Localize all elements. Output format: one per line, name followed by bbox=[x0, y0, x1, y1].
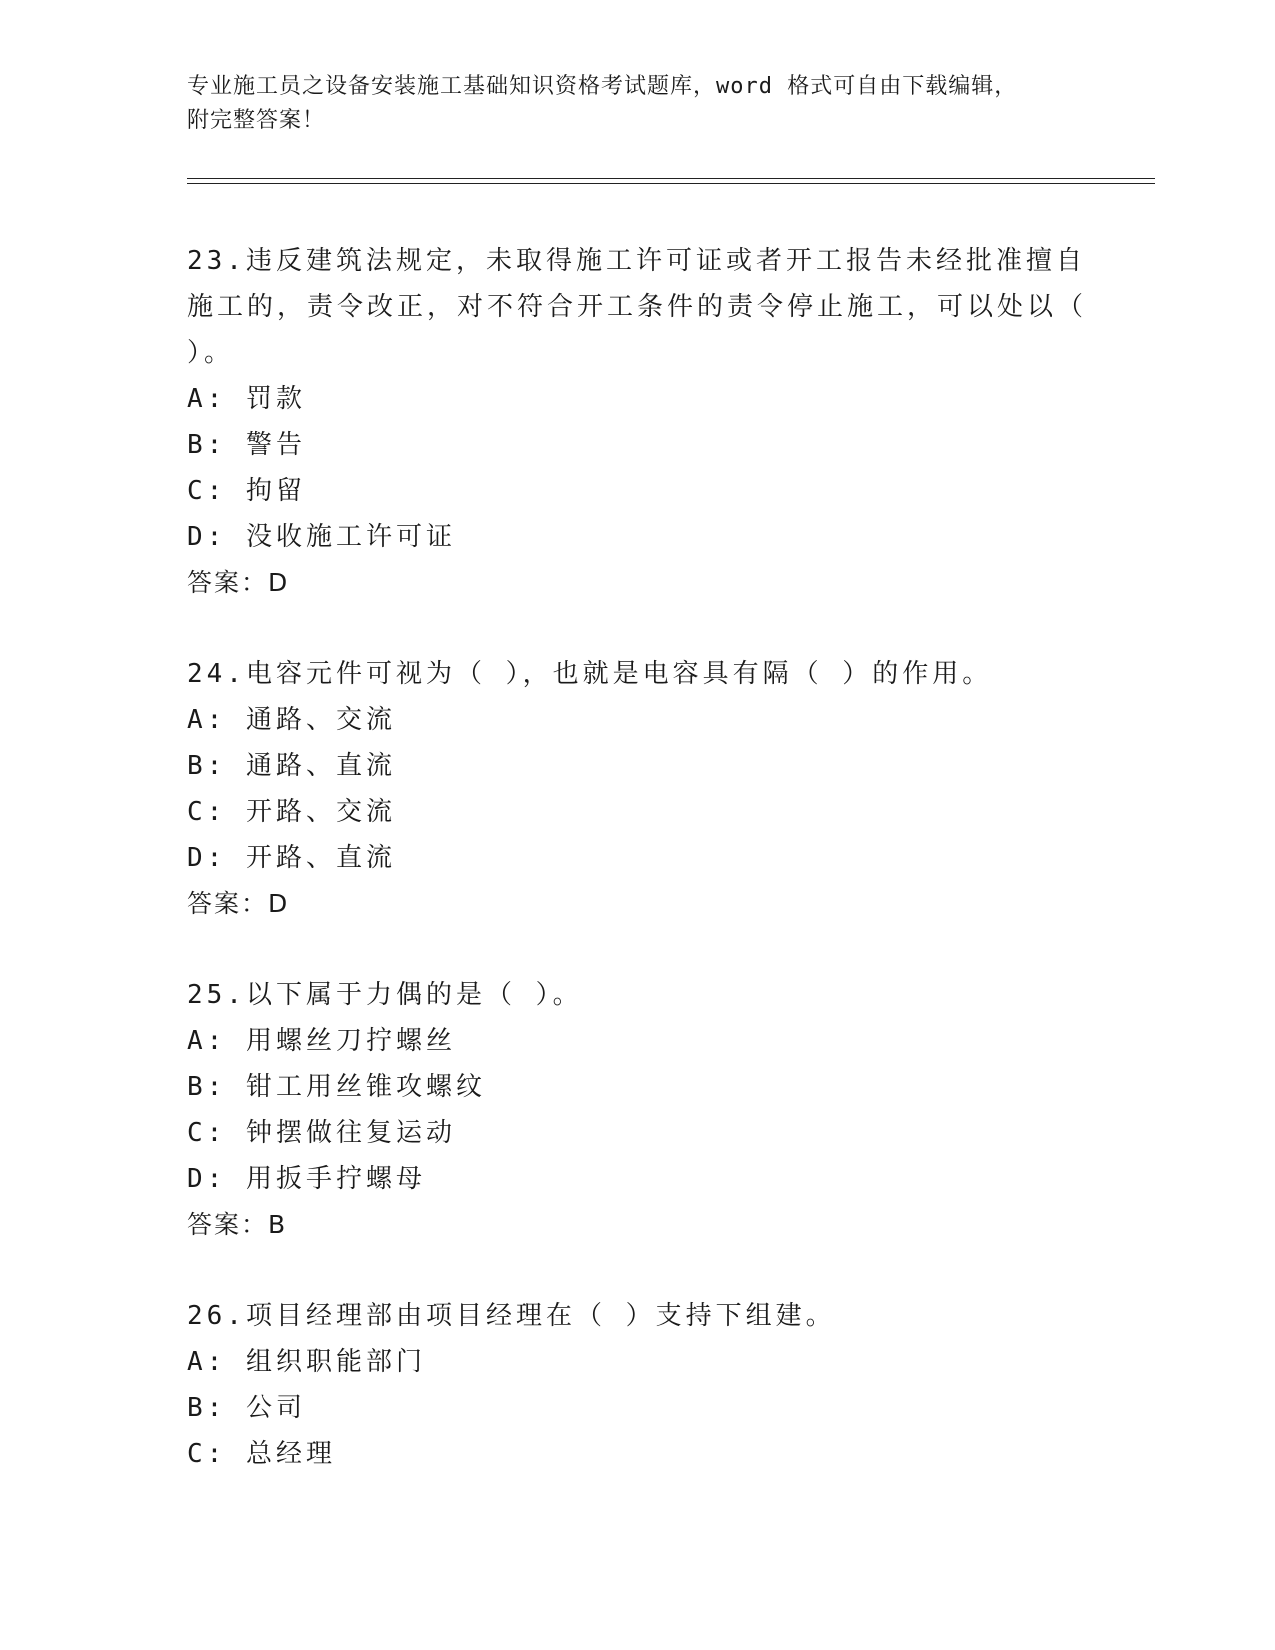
option-a: A: 用螺丝刀拧螺丝 bbox=[187, 1026, 456, 1056]
question-stem: 26.项目经理部由项目经理在（ ）支持下组建。 bbox=[187, 1301, 836, 1331]
header-line-1: 专业施工员之设备安装施工基础知识资格考试题库，word 格式可自由下载编辑， bbox=[187, 74, 1018, 99]
header-line-2: 附完整答案！ bbox=[187, 108, 326, 133]
option-a: A: 罚款 bbox=[187, 384, 306, 414]
option-d: D: 没收施工许可证 bbox=[187, 522, 456, 552]
option-c: C: 总经理 bbox=[187, 1439, 336, 1469]
answer-line: 答案：B bbox=[187, 1210, 288, 1239]
question-list bbox=[187, 238, 1087, 1522]
option-b: B: 通路、直流 bbox=[187, 751, 396, 781]
question-26 bbox=[187, 1293, 1087, 1477]
option-d: D: 用扳手拧螺母 bbox=[187, 1164, 426, 1194]
header-divider-bottom bbox=[187, 183, 1155, 184]
option-b: B: 钳工用丝锥攻螺纹 bbox=[187, 1072, 486, 1102]
option-c: C: 钟摆做往复运动 bbox=[187, 1118, 456, 1148]
question-stem: 25.以下属于力偶的是（ ）。 bbox=[187, 980, 583, 1010]
option-c: C: 拘留 bbox=[187, 476, 306, 506]
header-divider-top bbox=[187, 178, 1155, 179]
option-a: A: 组织职能部门 bbox=[187, 1347, 426, 1377]
option-d: D: 开路、直流 bbox=[187, 843, 396, 873]
option-c: C: 开路、交流 bbox=[187, 797, 396, 827]
option-b: B: 公司 bbox=[187, 1393, 306, 1423]
question-25 bbox=[187, 972, 1087, 1248]
question-stem: 23.违反建筑法规定，未取得施工许可证或者开工报告未经批准擅自施工的，责令改正，对不符合开工条件的责令停止施工，可以处以（ ）。 bbox=[187, 246, 1088, 368]
question-24 bbox=[187, 651, 1087, 927]
option-b: B: 警告 bbox=[187, 430, 306, 460]
option-a: A: 通路、交流 bbox=[187, 705, 396, 735]
answer-line: 答案：D bbox=[187, 568, 290, 597]
answer-line: 答案：D bbox=[187, 889, 290, 918]
document-header bbox=[187, 70, 1077, 138]
question-stem: 24.电容元件可视为（ ），也就是电容具有隔（ ）的作用。 bbox=[187, 659, 993, 689]
question-23 bbox=[187, 238, 1087, 606]
